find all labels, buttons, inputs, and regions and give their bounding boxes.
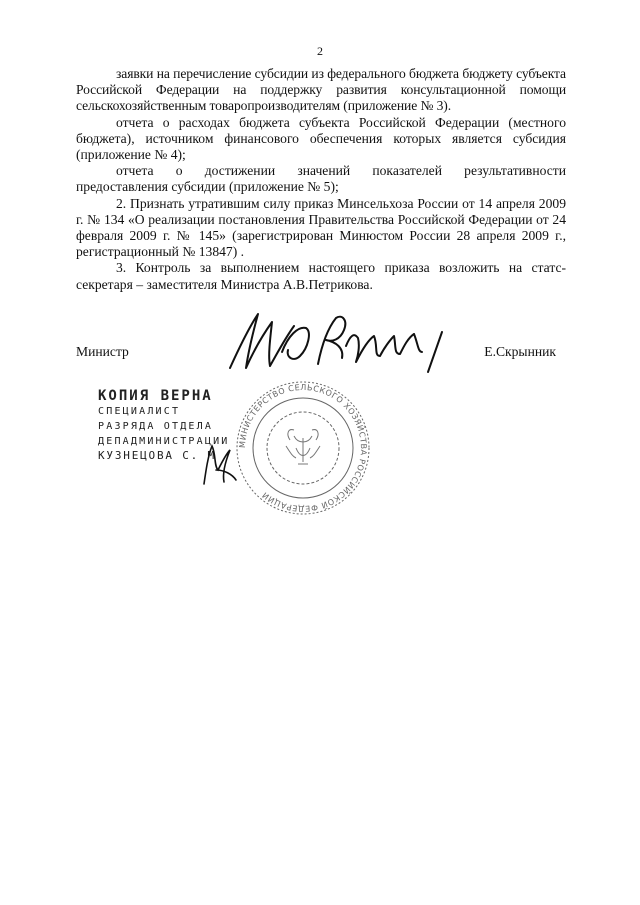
page-number: 2 bbox=[317, 44, 323, 58]
paragraph-control: 3. Контроль за выполнением настоящего приказа возложить на статс-секретаря – заместителя Министра А.В.Петрикова. bbox=[76, 260, 566, 292]
eagle-emblem-icon bbox=[286, 430, 320, 464]
minister-title: Министр bbox=[76, 344, 129, 359]
stamp-name: КУЗНЕЦОВА С. М bbox=[98, 449, 216, 462]
paragraph-repeal-order: 2. Признать утратившим силу приказ Минсельхоза России от 14 апреля 2009 г. № 134 «О реализации постановления Правительства Российской Федерации от 24 февраля 2009 г. № 145» (зарегистрирован Минюстом России 28 апреля 2009 г., регистрационный № 13847) . bbox=[76, 195, 566, 260]
initials-signature bbox=[196, 440, 242, 490]
stamp-title: КОПИЯ ВЕРНА bbox=[98, 388, 213, 404]
paragraph-expense-report: отчета о расходах бюджета субъекта Российской Федерации (местного бюджета), источником финансового обеспечения которых является субсидия (приложение № 4); bbox=[76, 114, 566, 163]
paragraph-application-request: заявки на перечисление субсидии из федерального бюджета бюджету субъекта Российской Федерации на поддержку развития консультационной помощи сельскохозяйственным товаропроизводителям (приложение № 3). bbox=[76, 66, 566, 114]
seal-ring-text: МИНИСТЕРСТВО СЕЛЬСКОГО ХОЗЯЙСТВА РОССИЙСКОЙ ФЕДЕРАЦИИ bbox=[237, 382, 369, 514]
handwritten-signature bbox=[222, 306, 462, 386]
document-body bbox=[76, 66, 566, 293]
stamp-line-specialist: СПЕЦИАЛИСТ bbox=[98, 406, 181, 417]
stamp-line-department: РАЗРЯДА ОТДЕЛА bbox=[98, 421, 214, 432]
minister-name: Е.Скрынник bbox=[484, 344, 556, 359]
official-seal bbox=[228, 378, 378, 518]
paragraph-performance-report: отчета о достижении значений показателей результативности предоставления субсидии (приложение № 5); bbox=[76, 163, 566, 195]
stamp-line-administration: ДЕПАДМИНИСТРАЦИИ bbox=[98, 436, 230, 447]
